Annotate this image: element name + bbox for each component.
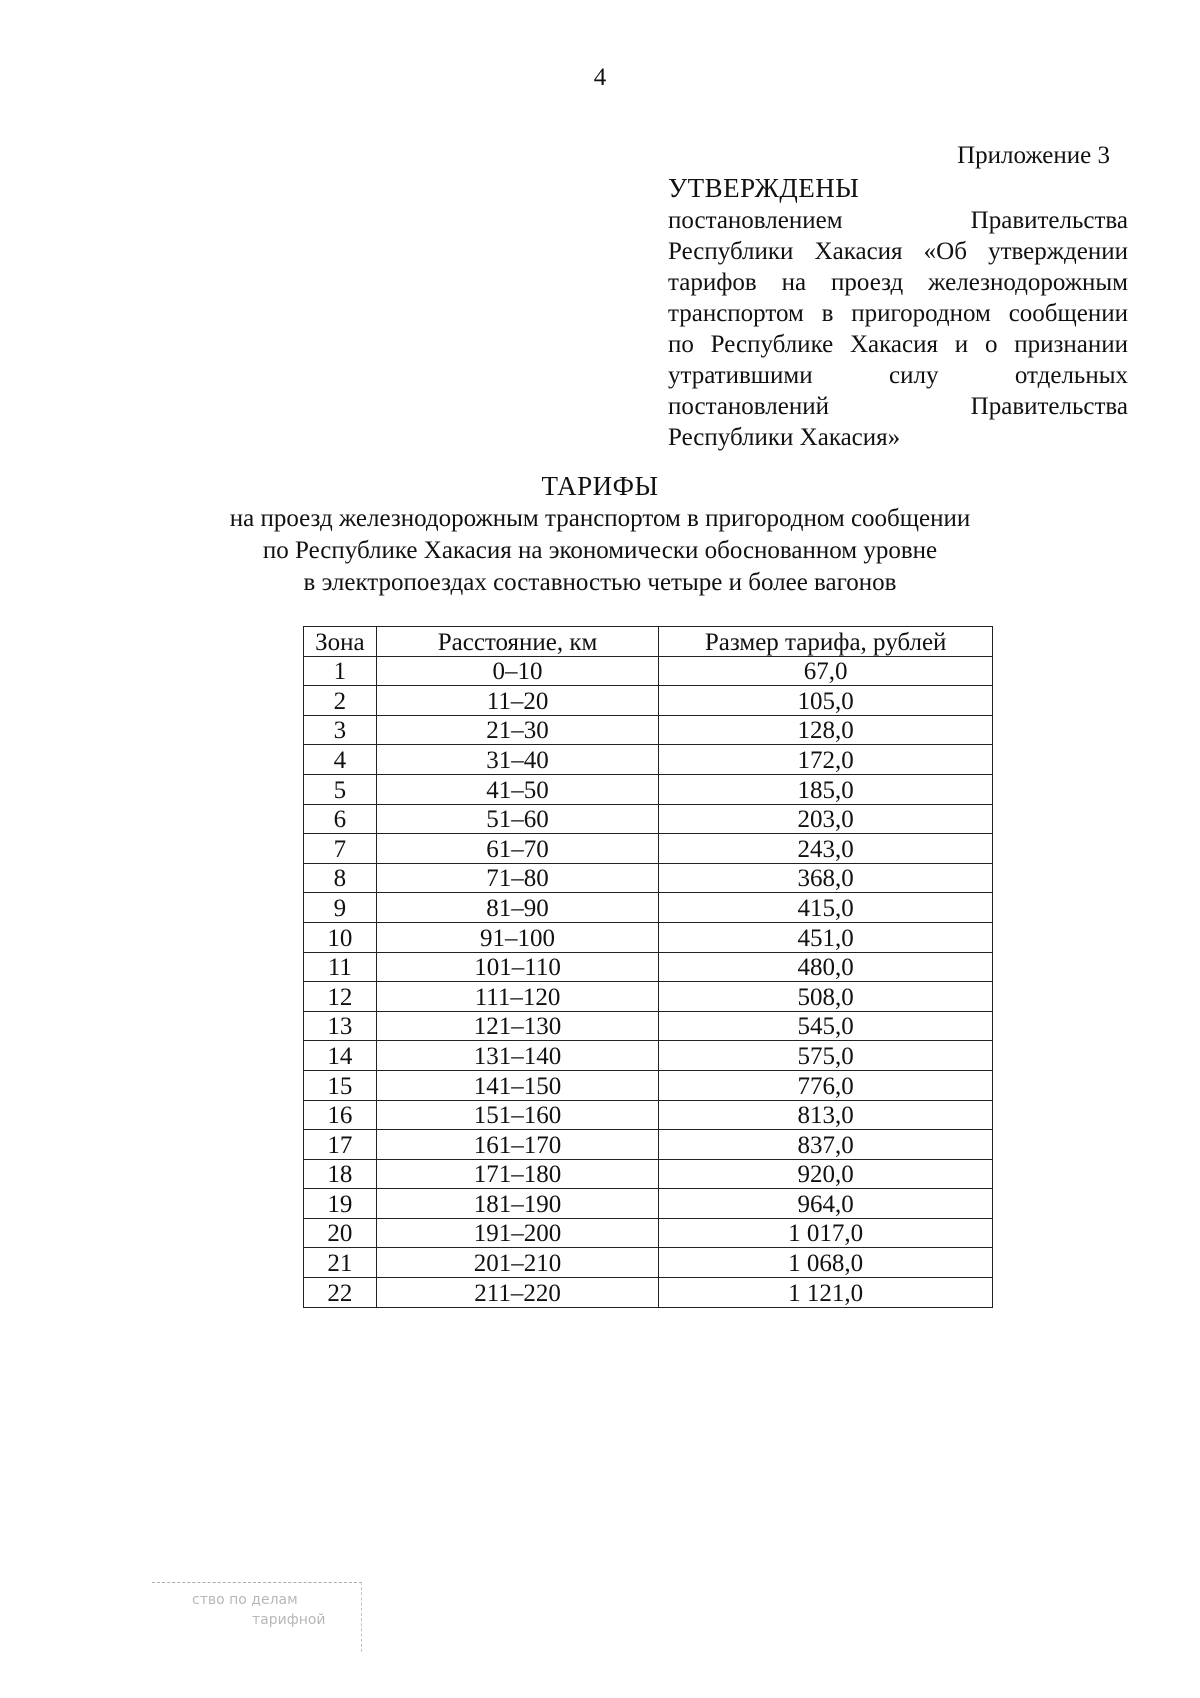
table-row [304, 1100, 993, 1130]
approval-line: по Республике Хакасия и о признании [668, 331, 1128, 358]
table-row [304, 1189, 993, 1219]
cell-zone: 6 [304, 804, 377, 834]
cell-distance: 161–170 [376, 1130, 659, 1160]
table-row [304, 1218, 993, 1248]
table-row [304, 774, 993, 804]
table-row [304, 686, 993, 716]
cell-distance: 191–200 [376, 1218, 659, 1248]
cell-price: 813,0 [659, 1100, 993, 1130]
cell-zone: 7 [304, 834, 377, 864]
cell-distance: 41–50 [376, 774, 659, 804]
cell-price: 920,0 [659, 1159, 993, 1189]
table-row [304, 952, 993, 982]
cell-price: 1 068,0 [659, 1248, 993, 1278]
cell-zone: 11 [304, 952, 377, 982]
cell-distance: 211–220 [376, 1278, 659, 1308]
cell-zone: 19 [304, 1189, 377, 1219]
cell-zone: 4 [304, 745, 377, 775]
cell-zone: 9 [304, 893, 377, 923]
cell-distance: 201–210 [376, 1248, 659, 1278]
cell-distance: 71–80 [376, 863, 659, 893]
table-row [304, 1159, 993, 1189]
cell-price: 480,0 [659, 952, 993, 982]
table-header-row [304, 627, 993, 657]
cell-zone: 15 [304, 1070, 377, 1100]
table-row [304, 804, 993, 834]
table-row [304, 922, 993, 952]
cell-price: 105,0 [659, 686, 993, 716]
table-row [304, 715, 993, 745]
cell-zone: 14 [304, 1041, 377, 1071]
cell-price: 415,0 [659, 893, 993, 923]
header-zone: Зона [304, 627, 377, 657]
table-row [304, 1278, 993, 1308]
cell-zone: 1 [304, 656, 377, 686]
cell-price: 128,0 [659, 715, 993, 745]
page-number: 4 [593, 64, 607, 91]
cell-price: 1 121,0 [659, 1278, 993, 1308]
cell-price: 243,0 [659, 834, 993, 864]
cell-distance: 81–90 [376, 893, 659, 923]
table-row [304, 1130, 993, 1160]
cell-distance: 131–140 [376, 1041, 659, 1071]
table-row [304, 893, 993, 923]
tariff-table [303, 626, 993, 1308]
tariff-table-body [304, 656, 993, 1307]
cell-price: 545,0 [659, 1011, 993, 1041]
cell-price: 575,0 [659, 1041, 993, 1071]
approval-line: Республики Хакасия «Об утверждении [668, 238, 1128, 265]
cell-distance: 181–190 [376, 1189, 659, 1219]
approval-text [668, 205, 1128, 453]
document-title: ТАРИФЫ [541, 471, 659, 501]
cell-zone: 21 [304, 1248, 377, 1278]
approval-line: постановлением Правительства [668, 207, 1128, 234]
table-row [304, 982, 993, 1012]
cell-distance: 61–70 [376, 834, 659, 864]
table-row [304, 863, 993, 893]
cell-price: 964,0 [659, 1189, 993, 1219]
cell-price: 837,0 [659, 1130, 993, 1160]
stamp [152, 1582, 362, 1652]
cell-distance: 121–130 [376, 1011, 659, 1041]
cell-price: 203,0 [659, 804, 993, 834]
table-row [304, 1011, 993, 1041]
approval-line: тарифов на проезд железнодорожным [668, 269, 1128, 296]
stamp-text: тарифной [252, 1612, 326, 1628]
cell-zone: 12 [304, 982, 377, 1012]
cell-distance: 101–110 [376, 952, 659, 982]
cell-price: 776,0 [659, 1070, 993, 1100]
approval-line: утратившими силу отдельных [668, 362, 1128, 389]
table-row [304, 656, 993, 686]
cell-zone: 8 [304, 863, 377, 893]
cell-zone: 18 [304, 1159, 377, 1189]
approval-line: постановлений Правительства [668, 393, 1128, 420]
table-row [304, 1070, 993, 1100]
cell-price: 451,0 [659, 922, 993, 952]
cell-distance: 0–10 [376, 656, 659, 686]
table-row [304, 745, 993, 775]
cell-distance: 51–60 [376, 804, 659, 834]
header-price: Размер тарифа, рублей [659, 627, 993, 657]
stamp-border [152, 1582, 362, 1583]
cell-zone: 20 [304, 1218, 377, 1248]
table-row [304, 1041, 993, 1071]
cell-distance: 111–120 [376, 982, 659, 1012]
cell-zone: 5 [304, 774, 377, 804]
cell-zone: 17 [304, 1130, 377, 1160]
cell-zone: 22 [304, 1278, 377, 1308]
cell-distance: 151–160 [376, 1100, 659, 1130]
approval-line: Республики Хакасия» [668, 424, 901, 451]
cell-zone: 3 [304, 715, 377, 745]
cell-zone: 13 [304, 1011, 377, 1041]
cell-distance: 21–30 [376, 715, 659, 745]
document-subtitle-line: по Республике Хакасия на экономически обоснованном уровне [262, 537, 938, 564]
cell-distance: 91–100 [376, 922, 659, 952]
document-title-block [0, 470, 1200, 599]
cell-zone: 2 [304, 686, 377, 716]
cell-distance: 171–180 [376, 1159, 659, 1189]
cell-price: 508,0 [659, 982, 993, 1012]
cell-price: 185,0 [659, 774, 993, 804]
stamp-text: ство по делам [192, 1592, 298, 1608]
cell-price: 368,0 [659, 863, 993, 893]
cell-zone: 16 [304, 1100, 377, 1130]
table-row [304, 1248, 993, 1278]
approval-block [668, 172, 1128, 453]
cell-price: 172,0 [659, 745, 993, 775]
stamp-border [361, 1582, 362, 1652]
cell-zone: 10 [304, 922, 377, 952]
cell-distance: 11–20 [376, 686, 659, 716]
document-subtitle-line: на проезд железнодорожным транспортом в пригородном сообщении [229, 505, 971, 532]
approval-line: транспортом в пригородном сообщении [668, 300, 1128, 327]
cell-distance: 141–150 [376, 1070, 659, 1100]
header-distance: Расстояние, км [376, 627, 659, 657]
cell-price: 1 017,0 [659, 1218, 993, 1248]
document-subtitle-line: в электропоездах составностью четыре и более вагонов [303, 569, 897, 596]
appendix-label: Приложение 3 [957, 142, 1110, 169]
approval-heading: УТВЕРЖДЕНЫ [668, 173, 860, 203]
cell-distance: 31–40 [376, 745, 659, 775]
cell-price: 67,0 [659, 656, 993, 686]
table-row [304, 834, 993, 864]
